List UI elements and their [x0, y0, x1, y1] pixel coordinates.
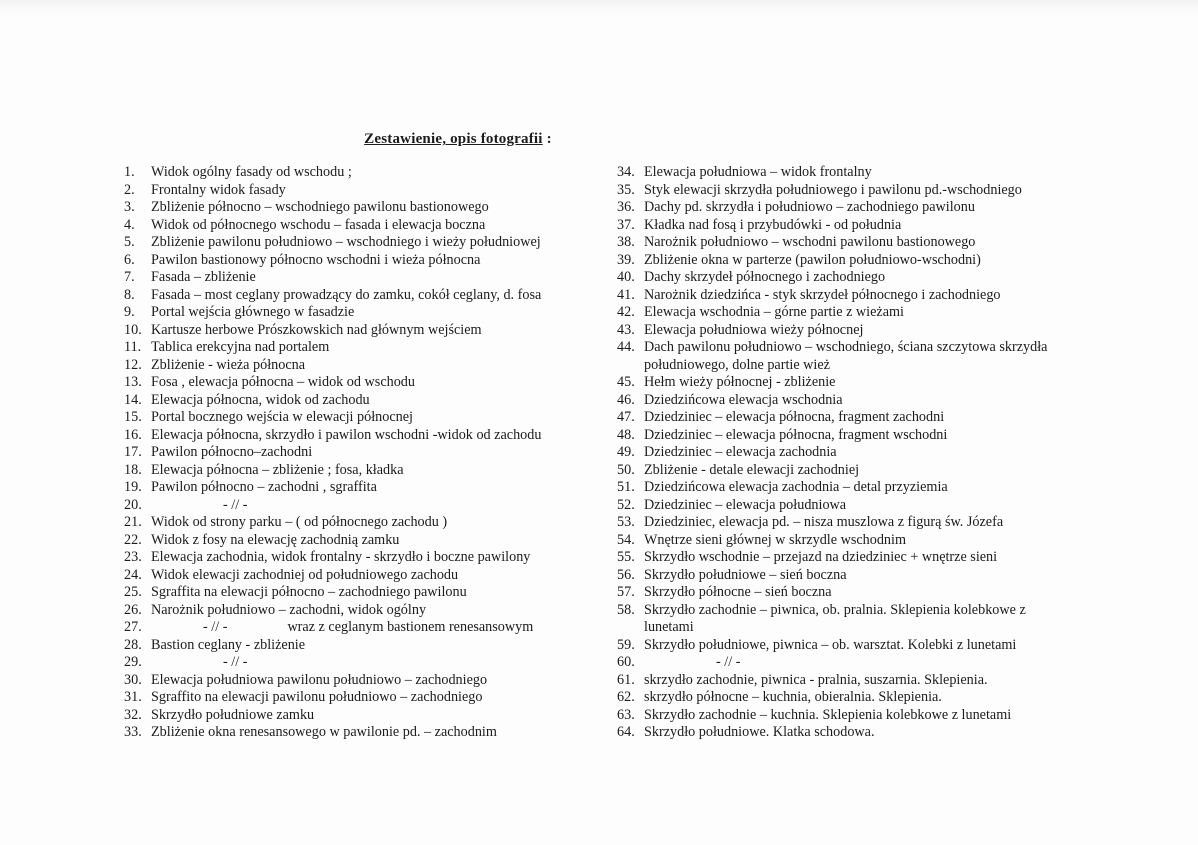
item-description	[644, 479, 1057, 497]
item-text: Elewacja północna – zbliżenie ; fosa, kładka	[151, 461, 404, 478]
item-number: 9.	[124, 304, 135, 320]
item-text: Portal bocznego wejścia w elewacji północnej	[151, 409, 413, 425]
item-number: 14.	[124, 391, 142, 408]
item-number: 50.	[617, 461, 635, 478]
item-number: 61.	[617, 671, 635, 688]
item-text: Widok ogólny fasady od wschodu ;	[151, 164, 352, 180]
item-description	[151, 637, 591, 655]
list-item	[124, 724, 594, 742]
item-description	[644, 199, 1057, 217]
item-text: Elewacja południowa wieży północnej	[644, 321, 864, 338]
item-description	[151, 304, 591, 322]
item-number: 19.	[124, 479, 142, 495]
item-description	[644, 427, 1057, 445]
item-text: Skrzydło południowe, piwnica – ob. warsztat. Kolebki z lunetami	[644, 636, 1017, 653]
item-number: 62.	[617, 689, 635, 705]
item-number: 8.	[124, 286, 135, 303]
list-item	[124, 427, 594, 445]
item-description	[151, 654, 594, 672]
item-text: Fosa , elewacja północna – widok od wschodu	[151, 374, 415, 390]
item-description	[151, 567, 591, 585]
item-description	[151, 409, 591, 427]
item-description	[151, 339, 591, 357]
list-item	[124, 287, 594, 305]
item-text: Elewacja wschodnia – górne partie z wieżami	[644, 304, 904, 320]
item-description	[151, 602, 591, 620]
item-text: Zbliżenie okna renesansowego w pawilonie pd. – zachodnim	[151, 724, 497, 740]
item-description	[151, 164, 591, 182]
item-number: 22.	[124, 531, 142, 548]
item-description	[151, 479, 591, 497]
item-number: 33.	[124, 724, 142, 740]
right-column-list	[617, 164, 1057, 742]
list-item	[124, 654, 594, 672]
item-description	[644, 287, 1057, 305]
item-number: 55.	[617, 549, 635, 565]
list-item	[124, 549, 594, 567]
item-text: Portal wejścia głównego w fasadzie	[151, 304, 355, 320]
item-text: Elewacja południowa – widok frontalny	[644, 164, 872, 180]
item-description	[151, 619, 594, 637]
list-item	[617, 724, 1057, 742]
item-number: 59.	[617, 636, 635, 653]
item-description	[151, 357, 591, 375]
item-text: Kartusze herbowe Prószkowskich nad głównym wejściem	[151, 321, 482, 338]
item-text: Zbliżenie pawilonu południowo – wschodniego i wieży południowej	[151, 234, 541, 250]
item-text: Dziedziniec – elewacja północna, fragment wschodni	[644, 426, 948, 443]
item-text: Hełm wieży północnej - zbliżenie	[644, 374, 836, 390]
item-number: 43.	[617, 321, 635, 338]
item-text: Pawilon bastionowy północno wschodni i wieża północna	[151, 251, 481, 268]
item-description	[151, 427, 591, 445]
item-description	[644, 374, 1057, 392]
list-item	[124, 374, 594, 392]
page-title-text: Zestawienie, opis fotografii	[364, 131, 543, 147]
list-item	[617, 164, 1057, 182]
item-text: Dziedzińcowa elewacja zachodnia – detal przyziemia	[644, 479, 948, 495]
item-description	[151, 724, 591, 742]
item-description	[151, 182, 591, 200]
item-text: Zbliżenie - wieża północna	[151, 356, 306, 373]
item-description	[151, 689, 591, 707]
item-number: 58.	[617, 601, 635, 618]
item-text: Widok od strony parku – ( od północnego zachodu )	[151, 514, 448, 530]
list-item	[617, 269, 1057, 287]
list-item	[617, 234, 1057, 252]
list-item	[617, 602, 1057, 637]
item-number: 15.	[124, 409, 142, 425]
list-item	[617, 532, 1057, 550]
item-number: 60.	[617, 654, 635, 670]
left-column-list	[124, 164, 594, 742]
item-description	[151, 392, 591, 410]
item-text: Wnętrze sieni głównej w skrzydle wschodnim	[644, 531, 907, 548]
item-description	[151, 584, 591, 602]
item-text: Fasada – zbliżenie	[151, 269, 256, 285]
list-item	[617, 549, 1057, 567]
item-text: Widok elewacji zachodniej od południowego zachodu	[151, 566, 459, 583]
list-item	[124, 479, 594, 497]
item-number: 41.	[617, 286, 635, 303]
item-description	[151, 199, 591, 217]
item-number: 56.	[617, 566, 635, 583]
item-description	[151, 322, 591, 340]
list-item	[124, 182, 594, 200]
item-number: 23.	[124, 549, 142, 565]
item-text: - // -	[223, 654, 248, 670]
item-description	[644, 269, 1057, 287]
list-item	[617, 584, 1057, 602]
item-text: Skrzydło południowe. Klatka schodowa.	[644, 724, 875, 740]
list-item	[617, 322, 1057, 340]
item-number: 28.	[124, 636, 142, 653]
list-item	[617, 304, 1057, 322]
item-number: 10.	[124, 321, 142, 338]
list-item	[124, 339, 594, 357]
item-description	[151, 462, 591, 480]
item-text: Narożnik południowo – zachodni, widok ogólny	[151, 601, 427, 618]
item-number: 32.	[124, 706, 142, 723]
list-item	[617, 637, 1057, 655]
item-text: Dachy pd. skrzydła i południowo – zachodniego pawilonu	[644, 199, 975, 215]
item-text: Dziedziniec – elewacja zachodnia	[644, 444, 837, 460]
list-item	[124, 497, 594, 515]
list-item	[124, 304, 594, 322]
list-item	[617, 497, 1057, 515]
item-text: skrzydło północne – kuchnia, obieralnia. Sklepienia.	[644, 689, 942, 705]
list-item	[617, 199, 1057, 217]
item-text: Elewacja południowa pawilonu południowo – zachodniego	[151, 671, 488, 688]
item-number: 3.	[124, 199, 135, 215]
item-description	[644, 234, 1057, 252]
list-item	[617, 567, 1057, 585]
list-item	[617, 217, 1057, 235]
item-number: 26.	[124, 601, 142, 618]
item-number: 35.	[617, 181, 635, 198]
item-number: 53.	[617, 514, 635, 530]
item-text: Narożnik południowo – wschodni pawilonu bastionowego	[644, 234, 976, 250]
list-item	[617, 654, 1057, 672]
list-item	[124, 567, 594, 585]
item-number: 1.	[124, 164, 135, 180]
item-text: Skrzydło wschodnie – przejazd na dziedziniec + wnętrze sieni	[644, 549, 998, 565]
list-item	[617, 392, 1057, 410]
item-description	[644, 637, 1057, 655]
item-number: 47.	[617, 409, 635, 425]
list-item	[124, 164, 594, 182]
list-item	[617, 479, 1057, 497]
item-text: Kładka nad fosą i przybudówki - od południa	[644, 216, 902, 233]
item-text: Zbliżenie północno – wschodniego pawilonu bastionowego	[151, 199, 489, 215]
item-description	[644, 584, 1057, 602]
item-number: 11.	[124, 339, 142, 355]
item-description	[644, 689, 1057, 707]
page-title	[340, 131, 576, 148]
item-text: Sgraffita na elewacji północno – zachodniego pawilonu	[151, 584, 467, 600]
item-number: 7.	[124, 269, 135, 285]
item-description	[644, 654, 1057, 672]
list-item	[617, 409, 1057, 427]
item-description	[151, 287, 591, 305]
list-item	[124, 707, 594, 725]
item-description	[644, 514, 1057, 532]
item-text: Fasada – most ceglany prowadzący do zamku, cokół ceglany, d. fosa	[151, 286, 542, 303]
list-item	[124, 602, 594, 620]
item-text: - // -	[223, 496, 248, 513]
item-description	[151, 444, 591, 462]
list-item	[124, 234, 594, 252]
item-description	[644, 549, 1057, 567]
list-item	[617, 689, 1057, 707]
item-number: 64.	[617, 724, 635, 740]
item-text: Elewacja północna, widok od zachodu	[151, 391, 370, 408]
list-item	[124, 199, 594, 217]
item-description	[151, 514, 591, 532]
item-text: skrzydło zachodnie, piwnica - pralnia, suszarnia. Sklepienia.	[644, 671, 988, 688]
item-number: 6.	[124, 251, 135, 268]
item-number: 20.	[124, 496, 142, 513]
item-number: 54.	[617, 531, 635, 548]
list-item	[124, 252, 594, 270]
list-item	[124, 444, 594, 462]
list-item	[124, 409, 594, 427]
item-text-extra: wraz z ceglanym bastionem renesansowym	[287, 619, 534, 635]
list-item	[617, 707, 1057, 725]
item-description	[644, 304, 1057, 322]
item-text: Frontalny widok fasady	[151, 181, 286, 198]
item-description	[151, 234, 591, 252]
item-description	[644, 497, 1057, 515]
list-item	[617, 182, 1057, 200]
list-item	[124, 217, 594, 235]
item-number: 13.	[124, 374, 142, 390]
item-description	[644, 462, 1057, 480]
item-number: 40.	[617, 269, 635, 285]
item-text: Zbliżenie - detale elewacji zachodniej	[644, 461, 860, 478]
item-number: 17.	[124, 444, 142, 460]
list-item	[617, 462, 1057, 480]
item-description	[644, 444, 1057, 462]
item-number: 42.	[617, 304, 635, 320]
item-text: Dziedzińcowa elewacja wschodnia	[644, 391, 843, 408]
item-number: 38.	[617, 234, 635, 250]
item-text: Skrzydło południowe zamku	[151, 706, 315, 723]
list-item	[124, 637, 594, 655]
item-description	[644, 707, 1057, 725]
item-description	[644, 724, 1057, 742]
item-number: 36.	[617, 199, 635, 215]
item-text: Bastion ceglany - zbliżenie	[151, 636, 306, 653]
item-description	[644, 164, 1057, 182]
item-text: Skrzydło zachodnie – kuchnia. Sklepienia kolebkowe z lunetami	[644, 706, 1012, 723]
list-item	[124, 514, 594, 532]
item-description	[644, 182, 1057, 200]
item-number: 24.	[124, 566, 142, 583]
item-description	[644, 567, 1057, 585]
item-text: Dziedziniec – elewacja południowa	[644, 496, 847, 513]
item-description	[644, 532, 1057, 550]
list-item	[124, 619, 594, 637]
item-text: Skrzydło zachodnie – piwnica, ob. pralnia. Sklepienia kolebkowe z lunetami	[644, 601, 1026, 635]
item-number: 49.	[617, 444, 635, 460]
page-title-colon: :	[542, 131, 552, 147]
item-number: 37.	[617, 216, 635, 233]
item-number: 51.	[617, 479, 635, 495]
item-text: Tablica erekcyjna nad portalem	[151, 339, 330, 355]
list-item	[617, 514, 1057, 532]
item-text: Elewacja północna, skrzydło i pawilon wschodni -widok od zachodu	[151, 426, 542, 443]
item-number: 39.	[617, 251, 635, 268]
item-text: Dachy skrzydeł północnego i zachodniego	[644, 269, 886, 285]
item-number: 27.	[124, 619, 142, 635]
item-description	[151, 672, 591, 690]
item-number: 16.	[124, 426, 142, 443]
scan-shadow	[0, 0, 1198, 14]
item-description	[644, 409, 1057, 427]
item-description	[644, 322, 1057, 340]
list-item	[124, 392, 594, 410]
list-item	[124, 322, 594, 340]
item-number: 30.	[124, 671, 142, 688]
item-number: 31.	[124, 689, 142, 705]
item-number: 21.	[124, 514, 142, 530]
item-number: 45.	[617, 374, 635, 390]
item-number: 12.	[124, 356, 142, 373]
item-description	[151, 707, 591, 725]
item-text: Skrzydło południowe – sień boczna	[644, 566, 847, 583]
list-item	[124, 269, 594, 287]
item-text: Pawilon północno – zachodni , sgraffita	[151, 479, 377, 495]
item-text: Dziedziniec – elewacja północna, fragment zachodni	[644, 409, 945, 425]
item-text: Skrzydło północne – sień boczna	[644, 584, 832, 600]
item-number: 18.	[124, 461, 142, 478]
item-description	[644, 672, 1057, 690]
item-number: 46.	[617, 391, 635, 408]
item-number: 34.	[617, 164, 635, 180]
item-number: 63.	[617, 706, 635, 723]
item-text: - // -	[716, 654, 741, 670]
item-description	[151, 549, 591, 567]
list-item	[617, 252, 1057, 270]
item-text: Pawilon północno–zachodni	[151, 444, 313, 460]
list-item	[124, 689, 594, 707]
item-description	[644, 392, 1057, 410]
item-description	[151, 374, 591, 392]
list-item	[617, 427, 1057, 445]
item-description	[151, 269, 591, 287]
item-number: 4.	[124, 216, 135, 233]
item-number: 5.	[124, 234, 135, 250]
item-text: Dach pawilonu południowo – wschodniego, ściana szczytowa skrzydła południowego, dolne partie wież	[644, 339, 1048, 373]
item-number: 25.	[124, 584, 142, 600]
item-description	[644, 339, 1057, 374]
item-text: - // -	[203, 619, 228, 635]
item-number: 2.	[124, 181, 135, 198]
item-text: Elewacja zachodnia, widok frontalny - skrzydło i boczne pawilony	[151, 549, 531, 565]
item-text: Sgraffito na elewacji pawilonu południowo – zachodniego	[151, 689, 483, 705]
item-text: Zbliżenie okna w parterze (pawilon południowo-wschodni)	[644, 251, 981, 268]
list-item	[617, 287, 1057, 305]
list-item	[124, 672, 594, 690]
item-text: Styk elewacji skrzydła południowego i pawilonu pd.-wschodniego	[644, 181, 1022, 198]
item-description	[151, 217, 591, 235]
list-item	[617, 374, 1057, 392]
item-description	[151, 532, 591, 550]
item-description	[151, 252, 591, 270]
item-description	[151, 497, 594, 515]
list-item	[124, 532, 594, 550]
list-item	[124, 584, 594, 602]
item-number: 48.	[617, 426, 635, 443]
item-text: Dziedziniec, elewacja pd. – nisza muszlowa z figurą św. Józefa	[644, 514, 1004, 530]
item-text: Narożnik dziedzińca - styk skrzydeł północnego i zachodniego	[644, 286, 1001, 303]
item-text: Widok z fosy na elewację zachodnią zamku	[151, 531, 400, 548]
list-item	[124, 357, 594, 375]
item-number: 29.	[124, 654, 142, 670]
item-number: 44.	[617, 339, 635, 355]
item-number: 52.	[617, 496, 635, 513]
list-item	[617, 339, 1057, 374]
list-item	[617, 444, 1057, 462]
item-number: 57.	[617, 584, 635, 600]
item-description	[644, 252, 1057, 270]
item-text: Widok od północnego wschodu – fasada i elewacja boczna	[151, 216, 486, 233]
list-item	[617, 672, 1057, 690]
list-item	[124, 462, 594, 480]
item-description	[644, 602, 1057, 637]
item-description	[644, 217, 1057, 235]
